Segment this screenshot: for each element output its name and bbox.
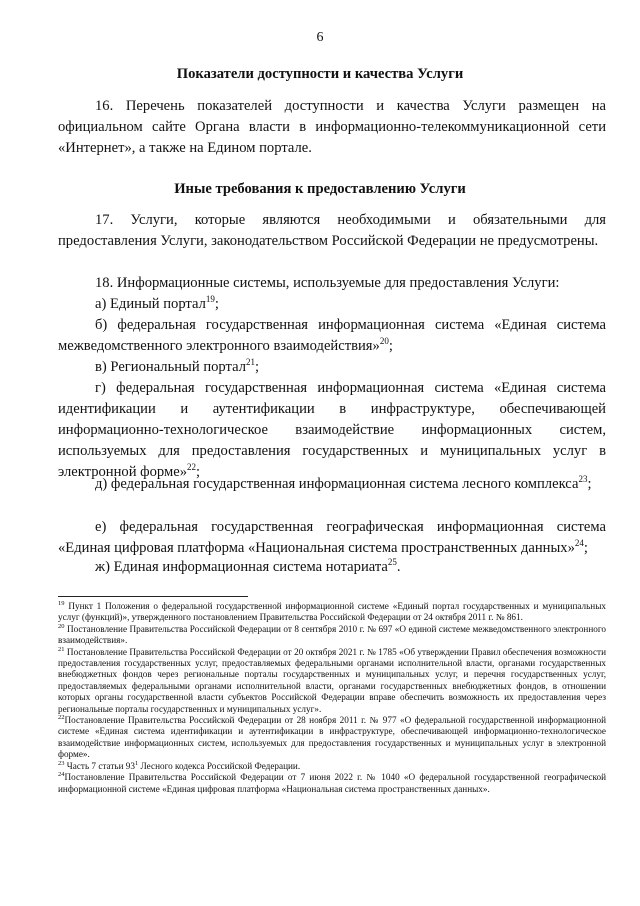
section-heading-other-requirements: Иные требования к предоставлению Услуги (174, 181, 466, 197)
section-heading-availability: Показатели доступности и качества Услуги (176, 66, 464, 82)
list-item-zh: ж) Единая информационная система нотариата$^{25}$. (95, 557, 401, 575)
list-item-v: в) Региональный портал$^{21}$; (95, 357, 260, 375)
footnote-ref: 24 (574, 538, 584, 549)
list-item-text: а) Единый портал (95, 296, 206, 312)
paragraph-18: 18. Информационные системы, используемые для предоставления Услуги: (95, 275, 560, 291)
footnote-ref: 22 (187, 462, 197, 473)
footnote-19: $^{19}$ Пункт 1 Положения о федеральной государственной информационной системе «Единый портал государственных и муниципальных услуг (функций)», утвержденного постановлением Правительства Российской Федерации от 24 октября 2011 г. № 861. (58, 599, 606, 623)
list-item-text: г) федеральная государственная информационная система «Единая система идентификации и аутентификации в инфраструктуре, обеспечивающей информационно-технологическое взаимодействие информационных систем, используемых для предоставления государственных и муниципальных услуг в электронной форме» (58, 380, 606, 480)
list-item-text: ж) Единая информационная система нотариата (95, 559, 388, 575)
footnotes (58, 601, 606, 795)
list-item-text: б) федеральная государственная информационная система «Единая система межведомственного электронного взаимодействия» (58, 317, 606, 354)
footnote-24: $^{24}$Постановление Правительства Российской Федерации от 7 июня 2022 г. № 1040 «О федеральной государственной географической информационной системе «Единая цифровая платформа «Национальная система пространственных данных». (58, 771, 606, 794)
footnote-22: $^{22}$Постановление Правительства Российской Федерации от 28 ноября 2011 г. № 977 «О федеральной государственной информационной системе «Единая система идентификации и аутентификации в инфраструктуре, обеспечивающей информационно-технологическое взаимодействие информационных систем, используемых для предоставления государственных и муниципальных услуг в электронной форме». (58, 714, 606, 760)
list-item-text: е) федеральная государственная географическая информационная система «Единая цифровая платформа «Национальная система пространственных данных» (58, 519, 606, 556)
footnote-21: $^{21}$ Постановление Правительства Российской Федерации от 20 октября 2021 г. № 1785 «Об утверждении Правил обеспечения возможности предоставления государственных услуг, предоставляемых федеральными органами исполнительной власти, органами государственных внебюджетных фондов через региональные порталы государственных и муниципальных услуг, и перечня государственных услуг, предоставляемых федеральными органами исполнительной власти, органами государственных внебюджетных фондов, в отношении которых органы государственной власти субъектов Российской Федерации вправе обеспечить возможность их предоставления через региональные порталы государственных и муниципальных услуг». (58, 645, 606, 714)
list-item-a: а) Единый портал$^{19}$; (95, 294, 219, 312)
paragraph-16: 16. Перечень показателей доступности и качества Услуги размещен на официальном сайте Органа власти в информационно-телекоммуникационной сети «Интернет», а также на Едином портале. (58, 98, 606, 156)
list-item-text: в) Региональный портал (95, 359, 246, 375)
page-number: 6 (316, 30, 324, 45)
list-item-g: г) федеральная государственная информационная система «Единая система идентификации и аутентификации в инфраструктуре, обеспечивающей информационно-технологическое взаимодействие информационных систем, используемых для предоставления государственных и муниципальных услуг в электронной форме»$^{22}$; (58, 380, 606, 480)
footnote-ref: 25 (387, 557, 397, 568)
list-item-d: д) федеральная государственная информационная система лесного комплекса$^{23}$; (95, 474, 592, 492)
footnote-23: $^{23}$ Часть 7 статьи $93^1$ Лесного кодекса Российской Федерации. (58, 759, 301, 771)
footnote-ref: 19 (205, 294, 215, 305)
list-item-b: б) федеральная государственная информационная система «Единая система межведомственного электронного взаимодействия»$^{20}$; (58, 317, 606, 354)
list-item-e: е) федеральная государственная географическая информационная система «Единая цифровая платформа «Национальная система пространственных данных»$^{24}$; (58, 519, 606, 556)
footnote-ref: 23 (578, 474, 588, 485)
list-item-text: д) федеральная государственная информационная система лесного комплекса (95, 476, 579, 492)
paragraph-17: 17. Услуги, которые являются необходимыми и обязательными для предоставления Услуги, законодательством Российской Федерации не предусмотрены. (58, 212, 606, 249)
footnote-ref: 20 (379, 336, 389, 347)
footnote-20: $^{20}$ Постановление Правительства Российской Федерации от 8 сентября 2010 г. № 697 «О единой системе межведомственного электронного взаимодействия». (58, 622, 606, 646)
footnote-ref: 21 (245, 357, 255, 368)
footnote-divider (58, 596, 248, 597)
